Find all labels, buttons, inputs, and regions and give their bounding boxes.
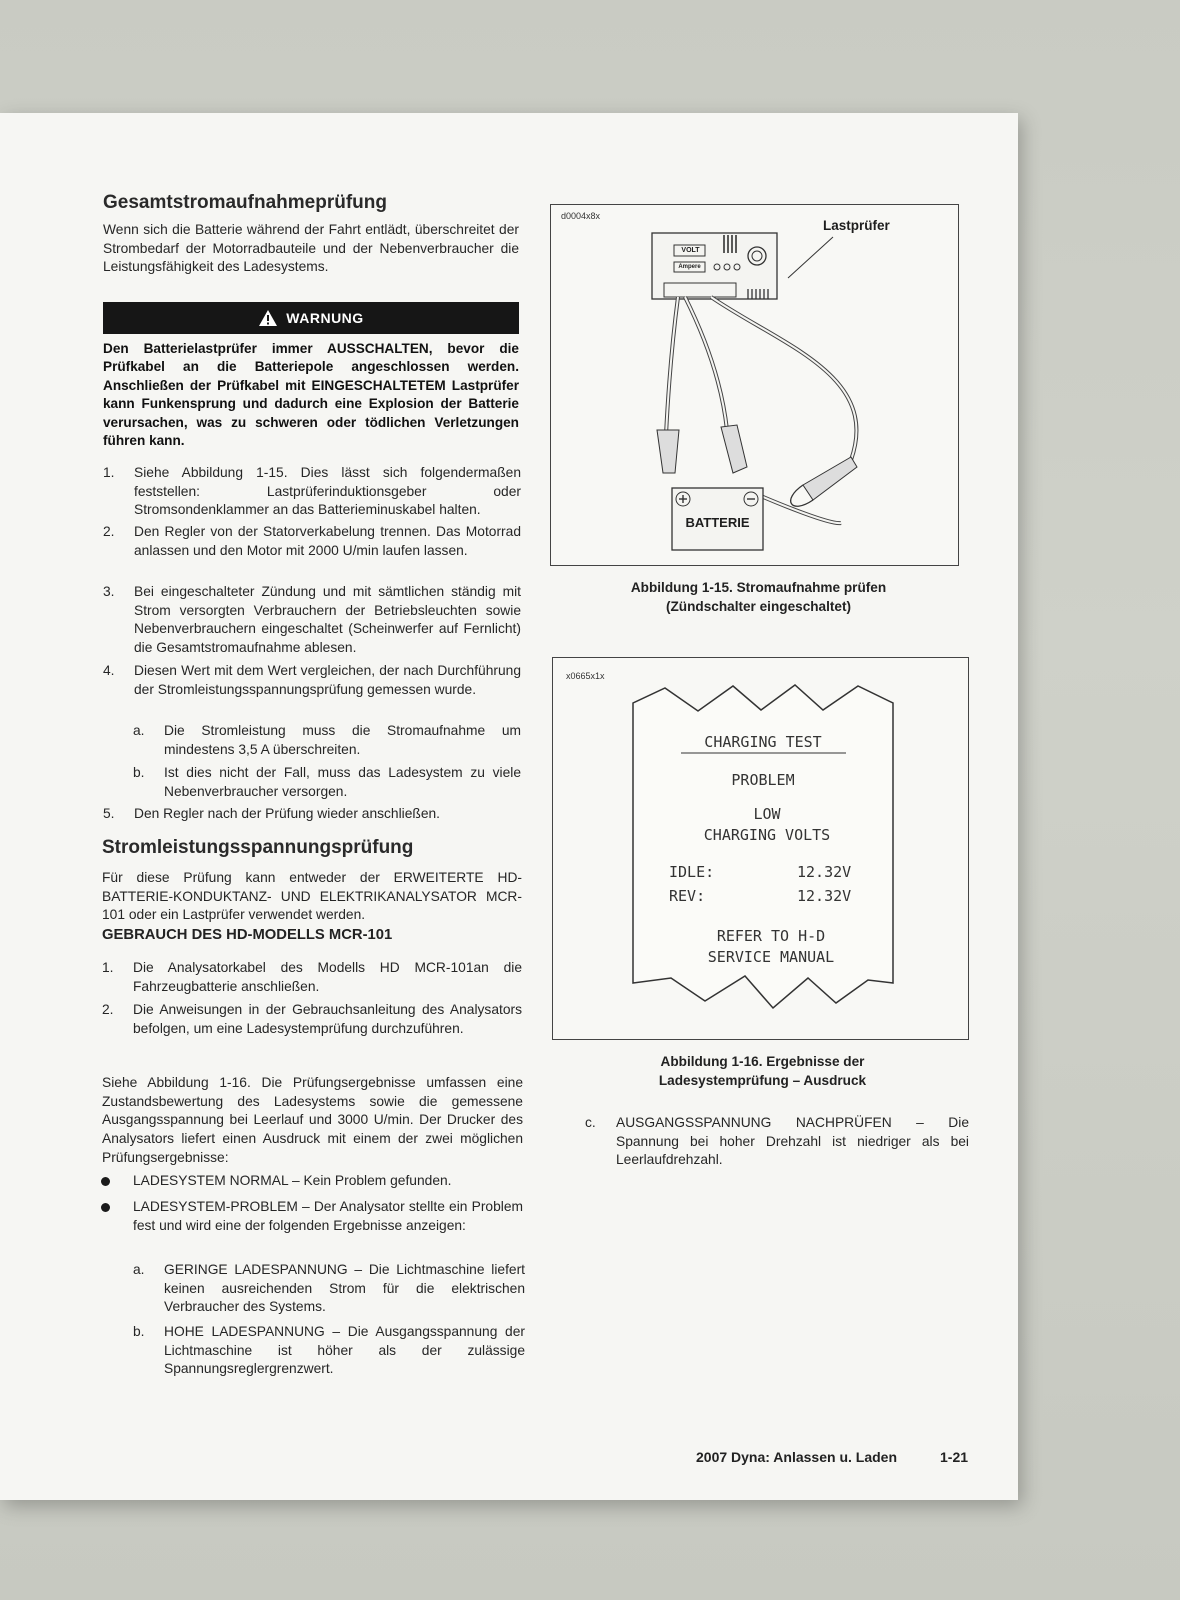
printout-rev-label: REV: [669, 887, 706, 905]
list-text: Die Analysatorkabel des Modells HD MCR-101an die Fahrzeugbatterie anschließen. [133, 960, 522, 994]
list-text: Den Regler nach der Prüfung wieder anschließen. [134, 806, 441, 821]
bullet-text: LADESYSTEM-PROBLEM – Der Analysator stellte ein Problem fest und wird eine der folgenden Ergebnisse anzeigen: [133, 1199, 523, 1233]
list-text: Den Regler von der Statorverkabelung trennen. Das Motorrad anlassen und den Motor mit 2000 U/min laufen lassen. [134, 524, 521, 558]
list-text: GERINGE LADESPANNUNG – Die Lichtmaschine liefert keinen ausreichenden Strom für die elektrischen Verbraucher des Systems. [164, 1262, 525, 1315]
list-item [585, 1114, 969, 1170]
list-item [102, 959, 522, 997]
list-text: AUSGANGSSPANNUNG NACHPRÜFEN – Die Spannung bei hoher Drehzahl ist niedriger als bei Leerlaufdrehzahl. [616, 1115, 969, 1168]
caption-line: (Zündschalter eingeschaltet) [665, 599, 852, 614]
list-text: Die Anweisungen in der Gebrauchsanleitung des Analysators befolgen, um eine Ladesystemprüfung durchzuführen. [133, 1002, 522, 1036]
list-item [103, 464, 521, 520]
printout-charging-volts: CHARGING VOLTS [703, 826, 831, 844]
caption-line: Abbildung 1-16. Ergebnisse der [660, 1054, 865, 1069]
printout-idle-label: IDLE: [669, 863, 715, 881]
list-text: Die Stromleistung muss die Stromaufnahme um mindestens 3,5 A überschreiten. [164, 723, 521, 757]
list-number: b. [133, 1324, 145, 1339]
figure1-caption [555, 578, 962, 616]
list-number: 2. [103, 524, 115, 539]
warning-icon [258, 309, 278, 327]
section-title-output-voltage: Stromleistungsspannungsprüfung [102, 837, 414, 858]
manual-page [0, 113, 1018, 1500]
list-text: Bei eingeschalteter Zündung und mit sämtlichen ständig mit Strom versorgten Verbrauchern der Betriebsleuchten sowie Nebenverbrauchern eingeschaltet (Scheinwerfer auf Fernlicht) die Gesamtstromaufnahme ablesen. [134, 584, 521, 656]
figure-id: x0665x1x [566, 671, 605, 681]
printout-paper [553, 658, 968, 1039]
printout-idle-value: 12.32V [797, 863, 852, 881]
warning-text: Den Batterielastprüfer immer AUSSCHALTEN, bevor die Prüfkabel an die Batteriepole angeschlossen werden. Anschließen der Prüfkabel mit EINGESCHALTETEM Lastprüfer kann Funkensprung und dadurch eine Explosion der Batterie verursachen, was zu schweren oder tödlichen Verletzungen führen kann. [103, 341, 519, 449]
list-number: 5. [103, 806, 115, 821]
list-number: 1. [103, 465, 115, 480]
section2-intro: Für diese Prüfung kann entweder der ERWEITERTE HD-BATTERIE-KONDUKTANZ- UND ELEKTRIKANALYSATOR MCR-101 oder ein Lastprüfer verwendet werden. [102, 870, 522, 923]
printout-refer-2: SERVICE MANUAL [707, 948, 835, 966]
section-title-total-current: Gesamtstromaufnahmeprüfung [103, 192, 387, 213]
list-item [103, 583, 521, 658]
list-number: a. [133, 1262, 145, 1277]
page-number: 1-21 [940, 1449, 969, 1465]
bullet-text: LADESYSTEM NORMAL – Kein Problem gefunden. [133, 1173, 452, 1188]
list-number: c. [585, 1115, 596, 1130]
list-item [133, 764, 521, 802]
list-text: Ist dies nicht der Fall, muss das Ladesystem zu viele Nebenverbraucher versorgen. [164, 765, 521, 799]
battery-label: BATTERIE [685, 515, 750, 530]
list-number: 1. [102, 960, 114, 975]
tester-callout: Lastprüfer [823, 218, 890, 233]
list-item [133, 1323, 525, 1379]
printout-refer-1: REFER TO H-D [716, 927, 826, 945]
bullet-dot [101, 1177, 110, 1186]
list-text: Diesen Wert mit dem Wert vergleichen, der nach Durchführung der Stromleistungsspannungsprüfung gemessen wurde. [134, 663, 521, 697]
figure-id: d0004x8x [561, 211, 601, 221]
list-number: 3. [103, 584, 115, 599]
volt-label: VOLT [681, 247, 700, 254]
list-number: 2. [102, 1002, 114, 1017]
footer-title: 2007 Dyna: Anlassen u. Laden [696, 1449, 897, 1465]
printout-low: LOW [753, 805, 781, 823]
results-paragraph: Siehe Abbildung 1-16. Die Prüfungsergebnisse umfassen eine Zustandsbewertung des Ladesystems sowie die gemessene Ausgangsspannung bei Leerlauf und 3000 U/min. Der Drucker des Analysators liefert einen Ausdruck mit einem der zwei möglichen Prüfungsergebnisse: [102, 1075, 523, 1165]
figure-load-tester [550, 204, 959, 566]
list-number: 4. [103, 663, 115, 678]
list-item [103, 523, 521, 579]
section-intro: Wenn sich die Batterie während der Fahrt entlädt, überschreitet der Strombedarf der Motorradbauteile und der Nebenverbraucher die Leistungsfähigkeit des Ladesystems. [103, 222, 519, 275]
bullet-dot [101, 1203, 110, 1212]
load-tester-diagram [551, 205, 958, 565]
list-text: HOHE LADESPANNUNG – Die Ausgangsspannung der Lichtmaschine ist höher als der zulässige Spannungsreglergrenzwert. [164, 1324, 525, 1377]
list-item [102, 1001, 522, 1057]
bullet-item [101, 1172, 523, 1192]
list-item [133, 1261, 525, 1317]
list-text: Siehe Abbildung 1-15. Dies lässt sich folgendermaßen feststellen: Lastprüferinduktionsgeber oder Stromsondenklammer an das Batterieminuskabel halten. [134, 465, 521, 518]
printout-problem: PROBLEM [731, 771, 795, 789]
bullet-item [101, 1198, 523, 1254]
figure-printout [552, 657, 969, 1040]
caption-line: Ladesystemprüfung – Ausdruck [658, 1073, 867, 1088]
list-number: b. [133, 765, 145, 780]
list-item [133, 722, 521, 760]
subsection-title: GEBRAUCH DES HD-MODELLS MCR-101 [102, 927, 393, 943]
warning-banner [103, 302, 519, 334]
caption-line: Abbildung 1-15. Stromaufnahme prüfen [630, 580, 887, 595]
ampere-label: Ampere [678, 264, 701, 270]
warning-label: WARNUNG [286, 310, 364, 326]
figure2-caption [560, 1052, 965, 1090]
list-number: a. [133, 723, 145, 738]
list-item [103, 805, 521, 825]
printout-title: CHARGING TEST [704, 733, 822, 751]
printout-rev-value: 12.32V [797, 887, 852, 905]
list-item [103, 662, 521, 718]
